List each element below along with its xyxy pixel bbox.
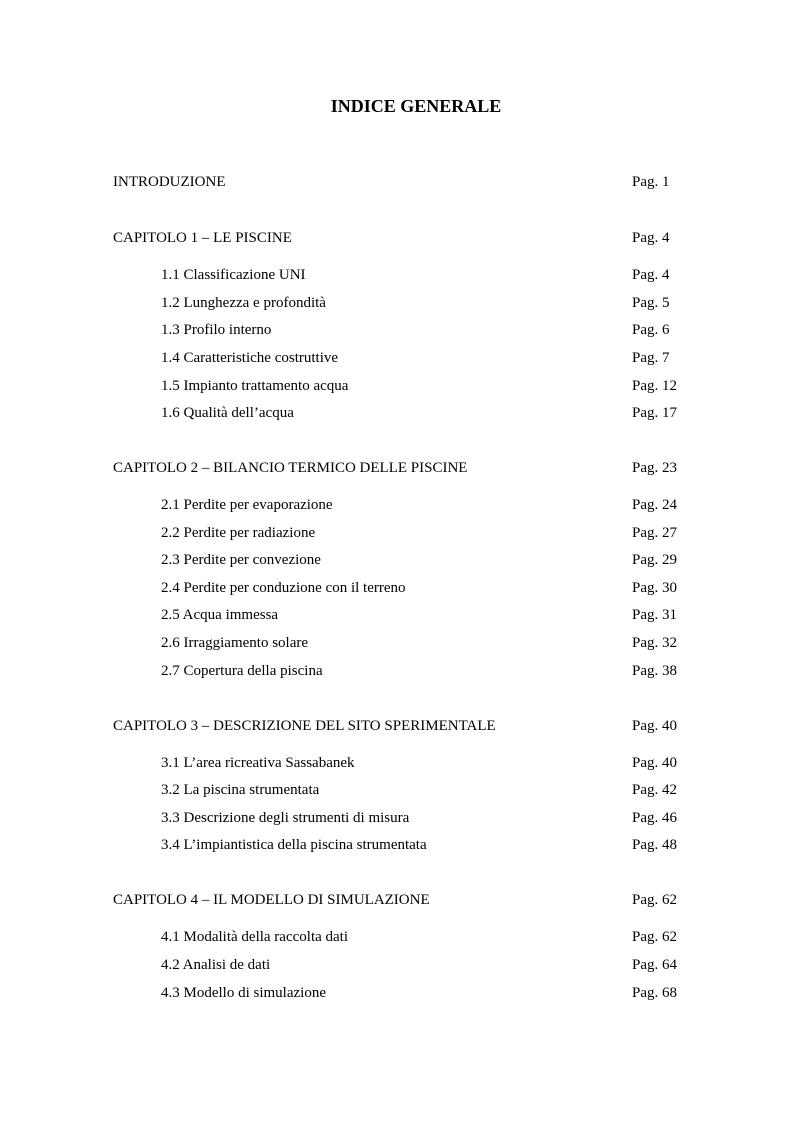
toc-section-page: Pag. 6 xyxy=(632,322,670,338)
toc-section-label: 2.2 Perdite per radiazione xyxy=(161,525,316,541)
toc-section-2-4[interactable] xyxy=(0,578,793,598)
toc-section-page: Pag. 17 xyxy=(632,405,677,421)
toc-section-2-7[interactable] xyxy=(0,661,793,681)
toc-section-page: Pag. 46 xyxy=(632,810,677,826)
toc-entry-label: INTRODUZIONE xyxy=(113,174,226,190)
toc-section-1-3[interactable] xyxy=(0,320,793,340)
toc-section-3-1[interactable] xyxy=(0,753,793,773)
toc-chapter-4[interactable] xyxy=(0,890,793,910)
toc-section-label: 1.6 Qualità dell’acqua xyxy=(161,405,294,421)
toc-section-page: Pag. 29 xyxy=(632,552,677,568)
toc-section-page: Pag. 27 xyxy=(632,525,677,541)
toc-section-label: 4.1 Modalità della raccolta dati xyxy=(161,929,349,945)
toc-section-label: 3.2 La piscina strumentata xyxy=(161,782,320,798)
toc-section-label: 4.3 Modello di simulazione xyxy=(161,985,326,1001)
toc-section-label: 2.3 Perdite per convezione xyxy=(161,552,321,568)
toc-section-1-2[interactable] xyxy=(0,293,793,313)
toc-section-label: 1.5 Impianto trattamento acqua xyxy=(161,378,349,394)
toc-section-2-2[interactable] xyxy=(0,523,793,543)
toc-section-2-5[interactable] xyxy=(0,605,793,625)
toc-section-page: Pag. 31 xyxy=(632,607,677,623)
toc-section-4-2[interactable] xyxy=(0,955,793,975)
toc-section-page: Pag. 30 xyxy=(632,580,677,596)
toc-section-page: Pag. 62 xyxy=(632,929,677,945)
toc-section-3-4[interactable] xyxy=(0,835,793,855)
toc-section-3-2[interactable] xyxy=(0,780,793,800)
toc-chapter-label: CAPITOLO 3 – DESCRIZIONE DEL SITO SPERIMENTALE xyxy=(113,718,496,734)
toc-chapter-1[interactable] xyxy=(0,228,793,248)
toc-section-label: 3.1 L’area ricreativa Sassabanek xyxy=(161,755,355,771)
toc-section-1-6[interactable] xyxy=(0,403,793,423)
toc-section-page: Pag. 24 xyxy=(632,497,677,513)
toc-section-label: 1.4 Caratteristiche costruttive xyxy=(161,350,339,366)
toc-section-page: Pag. 64 xyxy=(632,957,677,973)
toc-chapter-3[interactable] xyxy=(0,716,793,736)
toc-section-label: 2.5 Acqua immessa xyxy=(161,607,279,623)
toc-section-2-1[interactable] xyxy=(0,495,793,515)
toc-chapter-page: Pag. 23 xyxy=(632,460,677,476)
toc-section-label: 4.2 Analisi de dati xyxy=(161,957,271,973)
toc-section-page: Pag. 40 xyxy=(632,755,677,771)
toc-section-label: 3.3 Descrizione degli strumenti di misura xyxy=(161,810,410,826)
toc-section-page: Pag. 48 xyxy=(632,837,677,853)
toc-section-3-3[interactable] xyxy=(0,808,793,828)
toc-chapter-page: Pag. 4 xyxy=(632,230,670,246)
toc-section-label: 2.4 Perdite per conduzione con il terreno xyxy=(161,580,406,596)
toc-section-page: Pag. 68 xyxy=(632,985,677,1001)
toc-section-1-5[interactable] xyxy=(0,376,793,396)
toc-chapter-2[interactable] xyxy=(0,458,793,478)
toc-section-4-3[interactable] xyxy=(0,983,793,1003)
toc-section-page: Pag. 38 xyxy=(632,663,677,679)
toc-section-page: Pag. 7 xyxy=(632,350,670,366)
toc-section-label: 2.7 Copertura della piscina xyxy=(161,663,323,679)
toc-section-page: Pag. 42 xyxy=(632,782,677,798)
toc-section-label: 2.1 Perdite per evaporazione xyxy=(161,497,333,513)
toc-section-2-6[interactable] xyxy=(0,633,793,653)
toc-section-4-1[interactable] xyxy=(0,927,793,947)
toc-section-label: 1.3 Profilo interno xyxy=(161,322,272,338)
toc-entry-introduction[interactable] xyxy=(0,172,793,192)
toc-chapter-page: Pag. 62 xyxy=(632,892,677,908)
toc-section-1-1[interactable] xyxy=(0,265,793,285)
toc-entry-page: Pag. 1 xyxy=(632,174,670,190)
page-title: INDICE GENERALE xyxy=(330,96,502,116)
toc-section-page: Pag. 4 xyxy=(632,267,670,283)
toc-section-page: Pag. 12 xyxy=(632,378,677,394)
toc-section-label: 2.6 Irraggiamento solare xyxy=(161,635,309,651)
toc-section-1-4[interactable] xyxy=(0,348,793,368)
toc-section-label: 1.1 Classificazione UNI xyxy=(161,267,306,283)
toc-chapter-page: Pag. 40 xyxy=(632,718,677,734)
toc-chapter-label: CAPITOLO 2 – BILANCIO TERMICO DELLE PISCINE xyxy=(113,460,468,476)
toc-section-2-3[interactable] xyxy=(0,550,793,570)
toc-chapter-label: CAPITOLO 1 – LE PISCINE xyxy=(113,230,292,246)
toc-section-page: Pag. 5 xyxy=(632,295,670,311)
toc-section-page: Pag. 32 xyxy=(632,635,677,651)
toc-section-label: 3.4 L’impiantistica della piscina strumentata xyxy=(161,837,427,853)
toc-section-label: 1.2 Lunghezza e profondità xyxy=(161,295,326,311)
toc-chapter-label: CAPITOLO 4 – IL MODELLO DI SIMULAZIONE xyxy=(113,892,430,908)
